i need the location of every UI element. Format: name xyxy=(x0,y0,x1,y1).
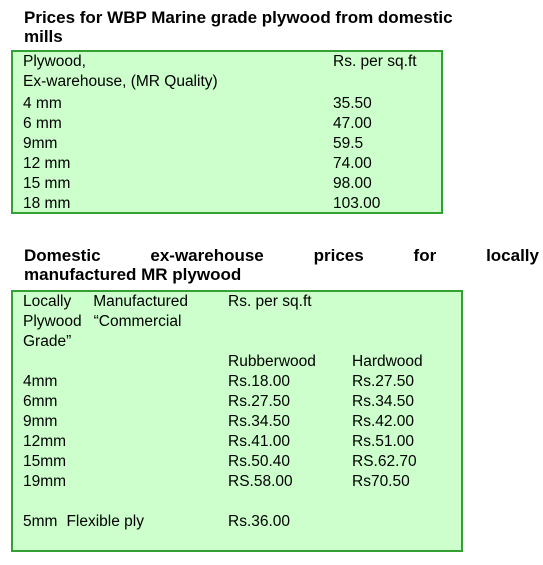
table1-row-price: 103.00 xyxy=(333,195,381,212)
table2-row-size: 12mm xyxy=(23,433,67,450)
section2-heading-word: for xyxy=(413,246,437,265)
mr-plywood-price-table xyxy=(11,290,463,552)
table2-desc-line3: Grade” xyxy=(23,333,72,350)
table2-row-hardwood: Rs.27.50 xyxy=(352,373,415,390)
section1-heading-line1: Prices for WBP Marine grade plywood from domestic xyxy=(24,8,453,27)
section2-heading-line2: manufactured MR plywood xyxy=(24,265,242,284)
table2-row-size: 4mm xyxy=(23,373,58,390)
table1-row-price: 35.50 xyxy=(333,95,372,112)
table1-row-price: 59.5 xyxy=(333,135,364,152)
table2-row-rubberwood: Rs.34.50 xyxy=(228,413,291,430)
table2-row-hardwood: Rs70.50 xyxy=(352,473,410,490)
table1-row-price: 74.00 xyxy=(333,155,372,172)
table2-desc-line2 xyxy=(23,312,181,332)
table1-row-size: 9mm xyxy=(23,135,58,152)
table2-subheader-hardwood: Hardwood xyxy=(352,353,423,370)
table2-row-rubberwood: RS.58.00 xyxy=(228,473,293,490)
table2-row-rubberwood: Rs.50.40 xyxy=(228,453,291,470)
table2-desc-word: “Commercial xyxy=(93,313,182,330)
table2-row-size: 19mm xyxy=(23,473,67,490)
table2-desc-word: Locally xyxy=(23,293,72,310)
table2-flexible-type: Flexible ply xyxy=(66,513,144,530)
table2-row-size: 15mm xyxy=(23,453,67,470)
table1-header-label-line1: Plywood, xyxy=(23,53,86,70)
table1-row-price: 98.00 xyxy=(333,175,372,192)
section2-heading-word: Domestic xyxy=(24,246,101,265)
table1-row-size: 18 mm xyxy=(23,195,71,212)
table2-row-hardwood: RS.62.70 xyxy=(352,453,417,470)
table1-header-label-line2: Ex-warehouse, (MR Quality) xyxy=(23,73,218,90)
table2-desc-line1 xyxy=(23,292,188,312)
table2-flexible-size: 5mm xyxy=(23,513,58,530)
table1-row-size: 12 mm xyxy=(23,155,71,172)
table2-row-hardwood: Rs.34.50 xyxy=(352,393,415,410)
section2-heading-line1 xyxy=(24,246,539,265)
marine-plywood-price-table xyxy=(11,50,443,214)
table2-header-price: Rs. per sq.ft xyxy=(228,293,312,310)
section2-heading-word: prices xyxy=(313,246,364,265)
table1-row-price: 47.00 xyxy=(333,115,372,132)
section2-heading-word: ex-warehouse xyxy=(150,246,264,265)
table2-flexible-label xyxy=(23,512,144,532)
table1-row-size: 4 mm xyxy=(23,95,62,112)
table2-row-hardwood: Rs.42.00 xyxy=(352,413,415,430)
section1-heading-line2: mills xyxy=(24,27,63,46)
table2-subheader-rubberwood: Rubberwood xyxy=(228,353,316,370)
table2-row-rubberwood: Rs.27.50 xyxy=(228,393,291,410)
table2-row-size: 9mm xyxy=(23,413,58,430)
table1-header-price: Rs. per sq.ft xyxy=(333,53,417,70)
table2-row-size: 6mm xyxy=(23,393,58,410)
table2-row-rubberwood: Rs.41.00 xyxy=(228,433,291,450)
table1-row-size: 15 mm xyxy=(23,175,71,192)
table2-desc-word: Manufactured xyxy=(93,293,189,310)
table2-row-hardwood: Rs.51.00 xyxy=(352,433,415,450)
table2-flexible-price: Rs.36.00 xyxy=(228,513,291,530)
table1-row-size: 6 mm xyxy=(23,115,62,132)
table2-row-rubberwood: Rs.18.00 xyxy=(228,373,291,390)
section2-heading-word: locally xyxy=(486,246,539,265)
table2-desc-word: Plywood xyxy=(23,313,82,330)
